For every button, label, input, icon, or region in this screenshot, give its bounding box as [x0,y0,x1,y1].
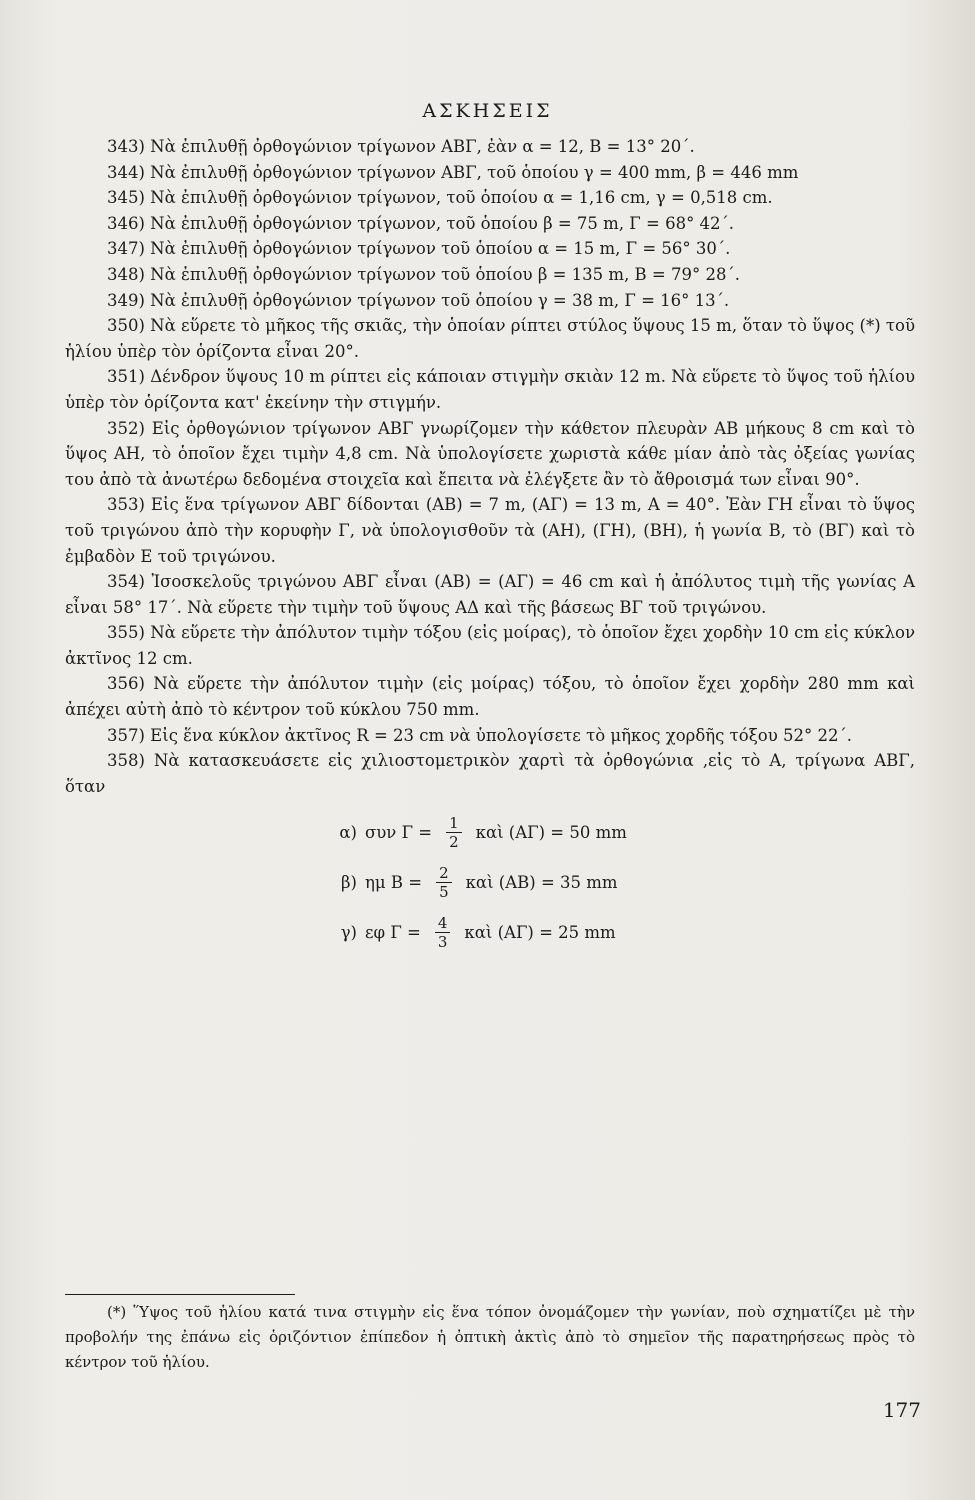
footnote [65,1300,915,1375]
fraction [436,864,452,901]
formula-label: α) [339,822,357,842]
fraction [446,814,462,851]
formula-expression: συν Γ = [365,822,433,842]
formula-expression: εφ Γ = [365,922,421,942]
formula-block [65,807,915,957]
formula-label: β) [341,872,357,892]
exercise-344: 344) Νὰ ἐπιλυθῇ ὀρθογώνιον τρίγωνον ΑΒΓ, τοῦ ὁποίου γ = 400 mm, β = 446 mm [107,162,799,182]
footnote-divider [65,1294,295,1295]
exercise-355: 355) Νὰ εὕρετε τὴν ἀπόλυτον τιμὴν τόξου (εἰς μοίρας), τὸ ὁποῖον ἔχει χορδὴν 10 cm εἰς κύκλον ἀκτῖνος 12 cm. [65,623,915,668]
fraction-denominator: 3 [437,932,448,951]
footnote-text: (*) Ὕψος τοῦ ἡλίου κατά τινα στιγμὴν εἰς ἕνα τόπον ὀνομάζομεν τὴν γωνίαν, ποὺ σχηματίζει μὲ τὴν προβολήν της ἐπάνω εἰς ὁριζόντιον ἐπίπεδον ἡ ὀπτικὴ ἀκτὶς ἀπὸ τὸ σημεῖον τῆς παρατηρήσεως πρὸς τὸ κέντρον τοῦ ἡλίου. [65,1303,915,1371]
exercise-351: 351) Δένδρον ὕψους 10 m ρίπτει εἰς κάποιαν στιγμὴν σκιὰν 12 m. Νὰ εὕρετε τὸ ὕψος τοῦ ἡλίου ὑπὲρ τὸν ὁρίζοντα κατ' ἐκείνην τὴν στιγμήν. [65,367,915,412]
formula-row-b [65,857,915,907]
fraction-numerator: 1 [446,814,462,833]
exercise-353: 353) Εἰς ἕνα τρίγωνον ΑΒΓ δίδονται (ΑΒ) = 7 m, (ΑΓ) = 13 m, Α = 40°. Ἐὰν ΓΗ εἶναι τὸ ὕψος τοῦ τριγώνου ἀπὸ τὴν κορυφὴν Γ, νὰ ὑπολογισθοῦν τὰ (ΑΗ), (ΓΗ), (ΒΗ), ἡ γωνία Β, τὸ (ΒΓ) καὶ τὸ ἐμβαδὸν Ε τοῦ τριγώνου. [65,495,915,566]
exercise-list [65,134,915,957]
exercise-356: 356) Νὰ εὕρετε τὴν ἀπόλυτον τιμὴν (εἰς μοίρας) τόξου, τὸ ὁποῖον ἔχει χορδὴν 280 mm καὶ ἀπέχει αὐτὴ ἀπὸ τὸ κέντρον τοῦ κύκλου 750 mm. [65,674,915,720]
exercise-348: 348) Νὰ ἐπιλυθῇ ὀρθογώνιον τρίγωνον τοῦ ὁποίου β = 135 m, Β = 79° 28΄. [107,264,740,284]
exercise-354: 354) Ἰσοσκελοῦς τριγώνου ΑΒΓ εἶναι (ΑΒ) = (ΑΓ) = 46 cm καὶ ἡ ἀπόλυτος τιμὴ τῆς γωνίας Α εἶναι 58° 17΄. Νὰ εὕρετε τὴν τιμὴν τοῦ ὕψους ΑΔ καὶ τῆς βάσεως ΒΓ τοῦ τριγώνου. [65,572,915,617]
formula-condition: καὶ (ΑΒ) = 35 mm [465,872,618,892]
exercise-352: 352) Εἰς ὀρθογώνιον τρίγωνον ΑΒΓ γνωρίζομεν τὴν κάθετον πλευρὰν ΑΒ μήκους 8 cm καὶ τὸ ὕψος ΑΗ, τὸ ὁποῖον ἔχει τιμὴν 4,8 cm. Νὰ ὑπολογίσετε χωριστὰ κάθε μίαν ἀπὸ τὰς ὀξείας γωνίας του ἀπὸ τὰ ἀνωτέρω δεδομένα στοιχεῖα καὶ ἔπειτα νὰ ἐλέγξετε ἂν τὸ ἄθροισμά των εἶναι 90°. [65,418,915,489]
formula-row-c [65,907,915,957]
fraction [435,914,451,951]
exercise-343: 343) Νὰ ἐπιλυθῇ ὀρθογώνιον τρίγωνον ΑΒΓ, ἐὰν α = 12, Β = 13° 20΄. [107,137,695,156]
formula-condition: καὶ (ΑΓ) = 25 mm [464,922,616,942]
section-heading: ΑΣΚΗΣΕΙΣ [422,100,553,122]
formula-label: γ) [340,922,357,942]
formula-expression: ημ Β = [365,872,423,892]
exercise-345: 345) Νὰ ἐπιλυθῇ ὀρθογώνιον τρίγωνον, τοῦ ὁποίου α = 1,16 cm, γ = 0,518 cm. [107,188,773,208]
exercise-346: 346) Νὰ ἐπιλυθῇ ὀρθογώνιον τρίγωνον, τοῦ ὁποίου β = 75 m, Γ = 68° 42΄. [107,213,735,233]
formula-row-a [65,807,915,857]
exercise-358: 358) Νὰ κατασκευάσετε εἰς χιλιοστομετρικὸν χαρτὶ τὰ ὀρθογώνια ,εἰς τὸ Α, τρίγωνα ΑΒΓ, ὅταν [65,751,915,796]
exercise-347: 347) Νὰ ἐπιλυθῇ ὀρθογώνιον τρίγωνον τοῦ ὁποίου α = 15 m, Γ = 56° 30΄. [107,239,731,259]
fraction-numerator: 2 [436,864,452,883]
exercise-349: 349) Νὰ ἐπιλυθῇ ὀρθογώνιον τρίγωνον τοῦ ὁποίου γ = 38 m, Γ = 16° 13΄. [107,290,730,310]
formula-condition: καὶ (ΑΓ) = 50 mm [475,822,627,842]
fraction-numerator: 4 [435,914,451,933]
exercise-357: 357) Εἰς ἕνα κύκλον ἀκτῖνος R = 23 cm νὰ ὑπολογίσετε τὸ μῆκος χορδῆς τόξου 52° 22΄. [107,725,852,745]
fraction-denominator: 2 [449,832,459,851]
page-number: 177 [882,1398,921,1422]
fraction-denominator: 5 [439,882,449,901]
exercise-350: 350) Νὰ εὕρετε τὸ μῆκος τῆς σκιᾶς, τὴν ὁποίαν ρίπτει στύλος ὕψους 15 m, ὅταν τὸ ὕψος (*) τοῦ ἡλίου ὑπὲρ τὸν ὁρίζοντα εἶναι 20°. [65,316,915,361]
